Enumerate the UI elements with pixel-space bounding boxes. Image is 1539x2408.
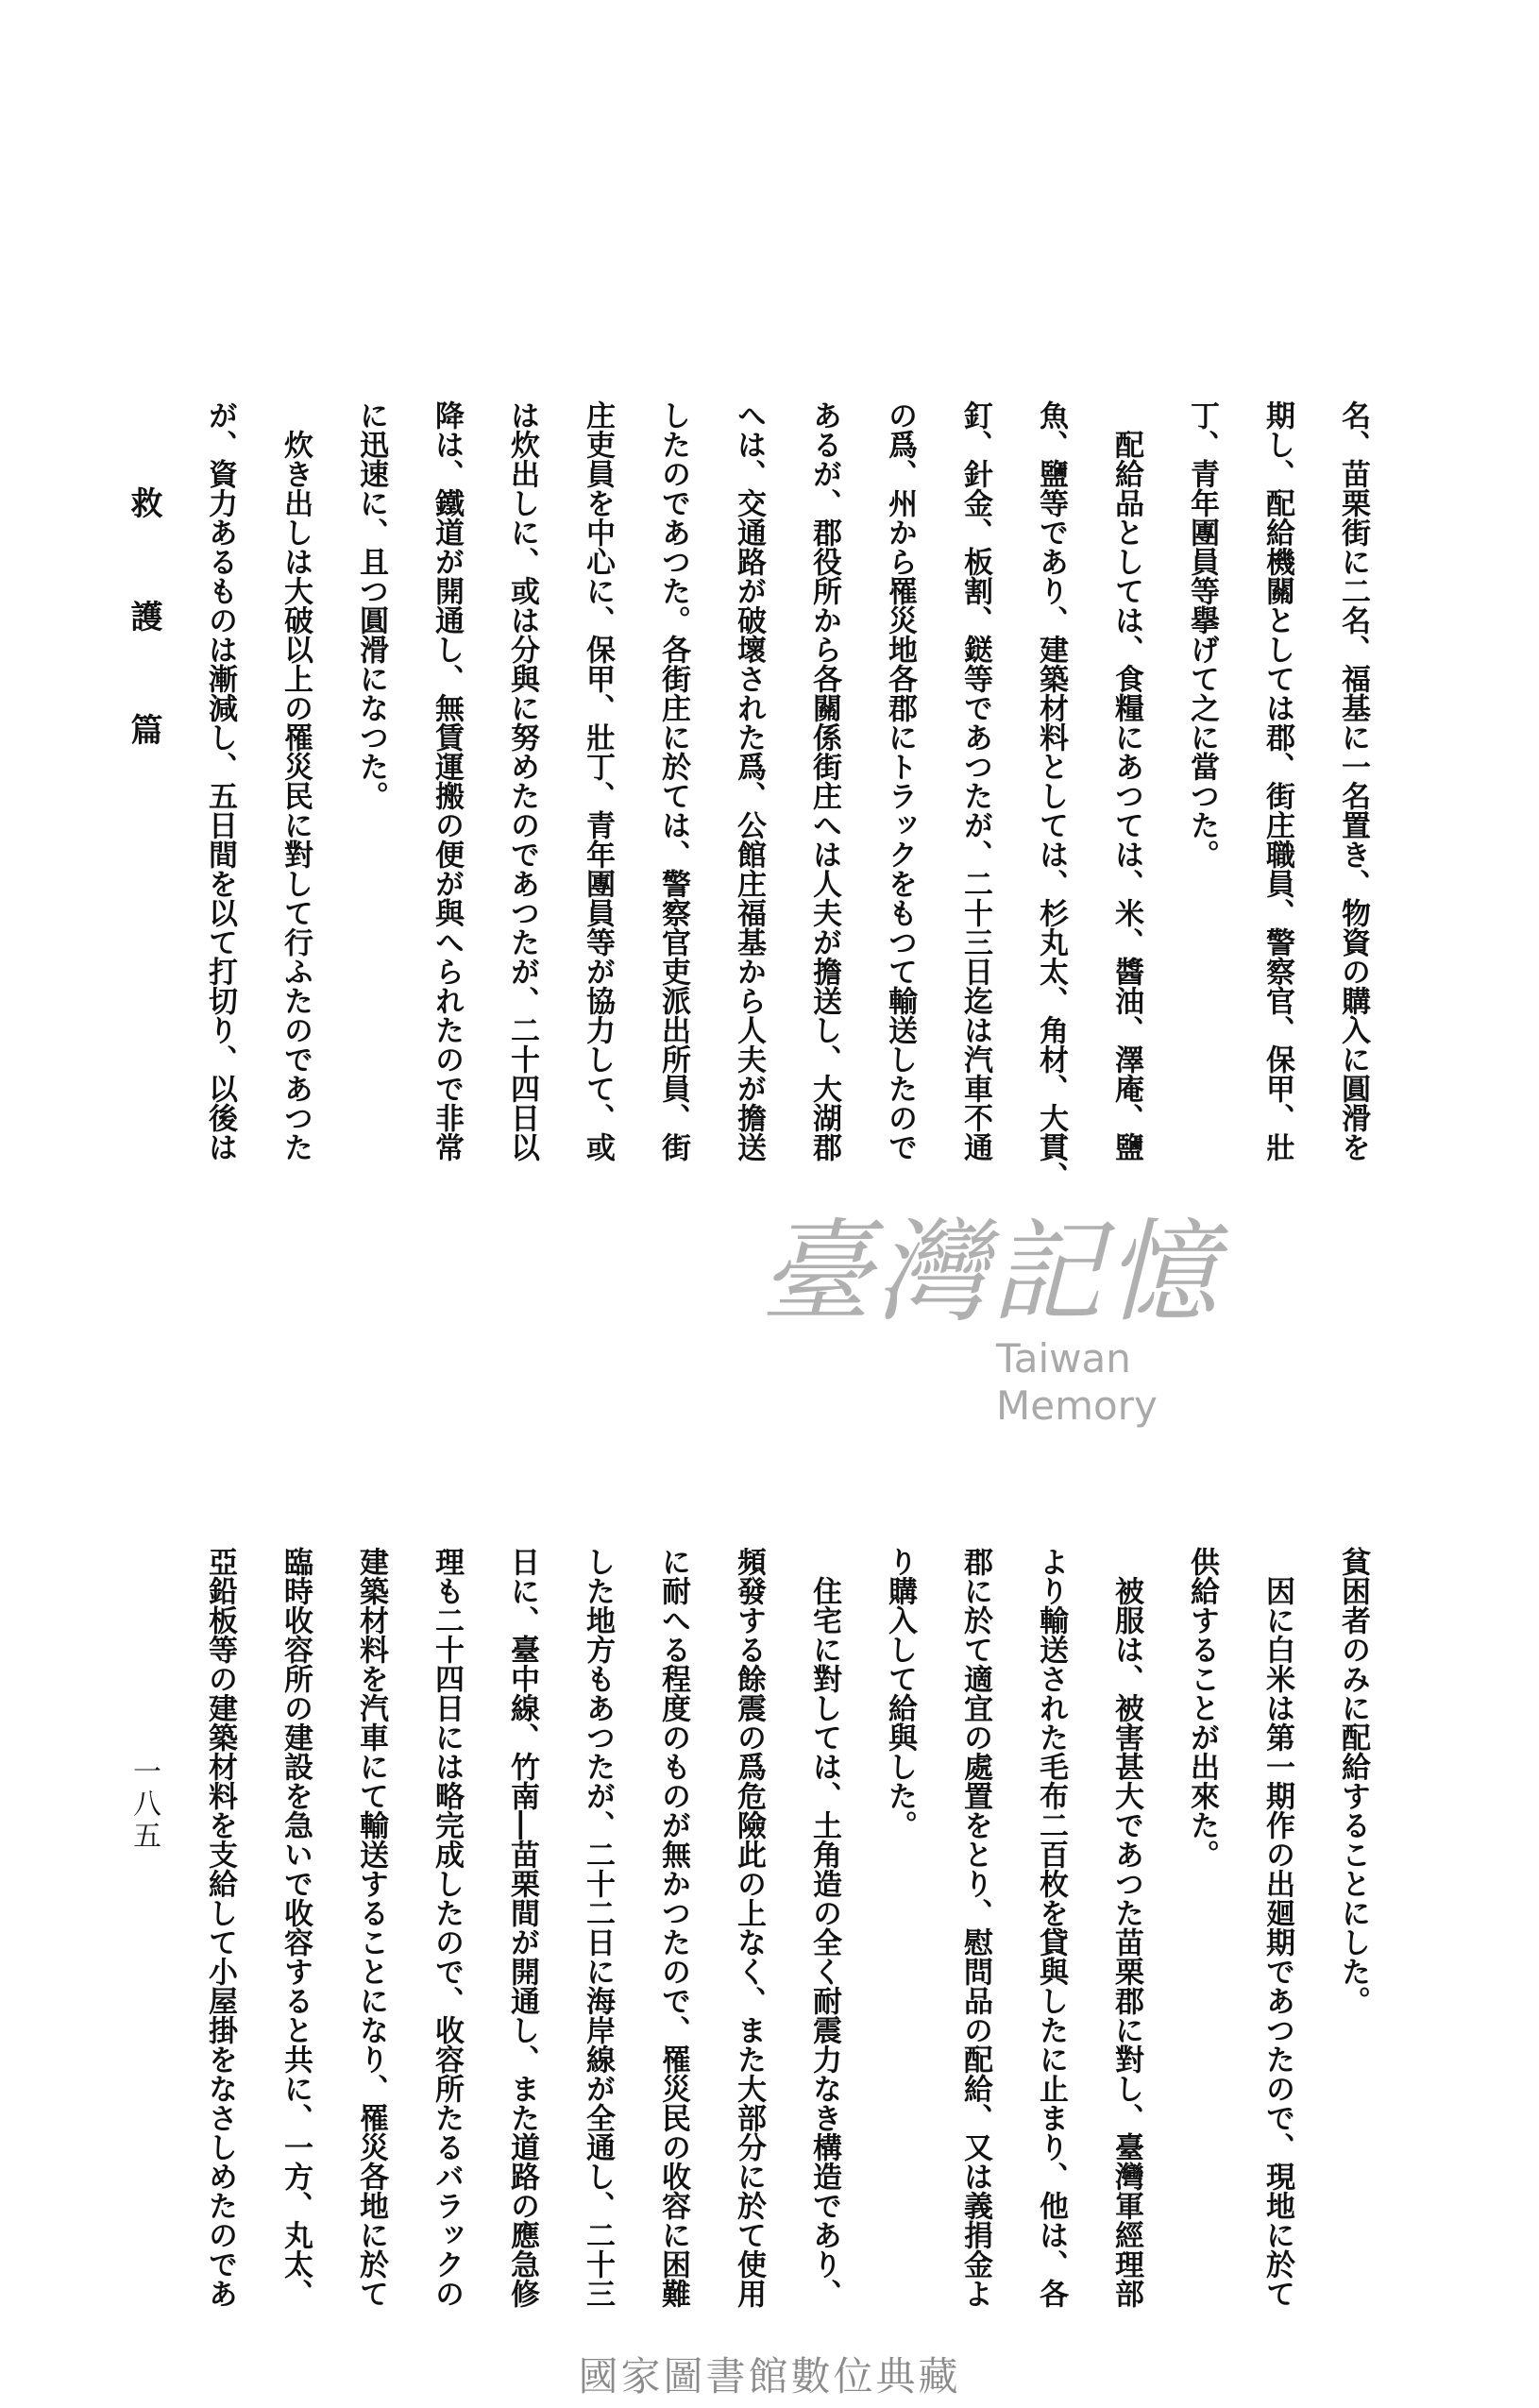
text-column: が、資力あるものは漸減し、五日間を以て打切り、以後は — [203, 400, 237, 1162]
text-column: 臨時收容所の建設を急いで收容すると共に、一方、丸太、 — [279, 1547, 313, 2308]
text-column: 理も二十四日には略完成したので、收容所たるバラックの — [430, 1547, 464, 2308]
text-column: 貧困者のみに配給することにした。 — [1336, 1547, 1370, 2015]
taiwan-memory-watermark — [760, 1207, 1289, 1429]
text-column: 郡に於て適宜の處置をとり、慰問品の配給、又は義捐金よ — [958, 1547, 992, 2308]
text-column: より輸送された毛布二百枚を貸與したに止まり、他は、各 — [1034, 1547, 1068, 2308]
text-column: 日に、臺中線、竹南―苗栗間が開通し、また道路の應急修 — [505, 1547, 539, 2308]
text-column: 降は、鐵道が開通し、無賃運搬の便が與へられたので非常 — [430, 400, 464, 1162]
text-column: した地方もあつたが、二十二日に海岸線が全通し、二十三 — [581, 1547, 615, 2308]
text-column: 配給品としては、食糧にあつては、米、醬油、澤庵、鹽 — [1109, 430, 1143, 1162]
text-column: あるが、郡役所から各關係街庄へは人夫が擔送し、大湖郡 — [807, 400, 841, 1162]
text-column: に耐へる程度のものが無かつたので、罹災民の收容に困難 — [656, 1547, 690, 2308]
text-column: 被服は、被害甚大であつた苗栗郡に對し、臺灣軍經理部 — [1109, 1576, 1143, 2308]
running-head: 救護篇 — [125, 486, 162, 826]
text-column: 頻發する餘震の爲危險此の上なく、また大部分に於て使用 — [732, 1547, 766, 2308]
text-column: 魚、鹽等であり、建築材料としては、杉丸太、角材、大貫、 — [1034, 400, 1068, 1191]
text-column: 建築材料を汽車にて輸送することになり、罹災各地に於て — [354, 1547, 388, 2308]
page-number: 一八五 — [127, 1756, 161, 1853]
text-column: の爲、州から罹災地各郡にトラックをもつて輸送したので — [883, 400, 917, 1162]
text-column: 住宅に對しては、土角造の全く耐震力なき構造であり、 — [807, 1576, 841, 2308]
text-column: したのであつた。各街庄に於ては、警察官吏派出所員、街 — [656, 400, 690, 1162]
text-column: は炊出しに、或は分與に努めたのであつたが、二十四日以 — [505, 400, 539, 1162]
text-column: 炊き出しは大破以上の罹災民に對して行ふたのであつた — [279, 430, 313, 1162]
text-column: 名、苗栗街に二名、福基に一名置き、物資の購入に圓滑を — [1336, 400, 1370, 1162]
text-block-bottom — [182, 1547, 1391, 2340]
text-block-top — [182, 400, 1391, 1194]
watermark-english: Taiwan Memory — [996, 1335, 1158, 1429]
text-column: 因に白米は第一期作の出廻期であつたので、現地に於て — [1260, 1576, 1294, 2308]
text-column: 亞鉛板等の建築材料を支給して小屋掛をなさしめたのであ — [203, 1547, 237, 2308]
text-column: へは、交通路が破壞された爲、公館庄福基から人夫が擔送 — [732, 400, 766, 1162]
text-column: 供給することが出來た。 — [1185, 1547, 1219, 1869]
text-column: 丁、青年團員等擧げて之に當つた。 — [1185, 400, 1219, 869]
text-column: 釘、針金、板割、鎹等であつたが、二十三日迄は汽車不通 — [958, 400, 992, 1162]
footer-credit: 國家圖書館數位典藏 — [578, 2353, 961, 2400]
text-column: 庄吏員を中心に、保甲、壯丁、青年團員等が協力して、或 — [581, 400, 615, 1162]
text-column: り購入して給與した。 — [883, 1547, 917, 1840]
watermark-chinese: 臺灣記憶 — [760, 1207, 1222, 1337]
text-column: 期し、配給機關としては郡、街庄職員、警察官、保甲、壯 — [1260, 400, 1294, 1162]
text-column: に迅速に、且つ圓滑になつた。 — [354, 400, 388, 810]
